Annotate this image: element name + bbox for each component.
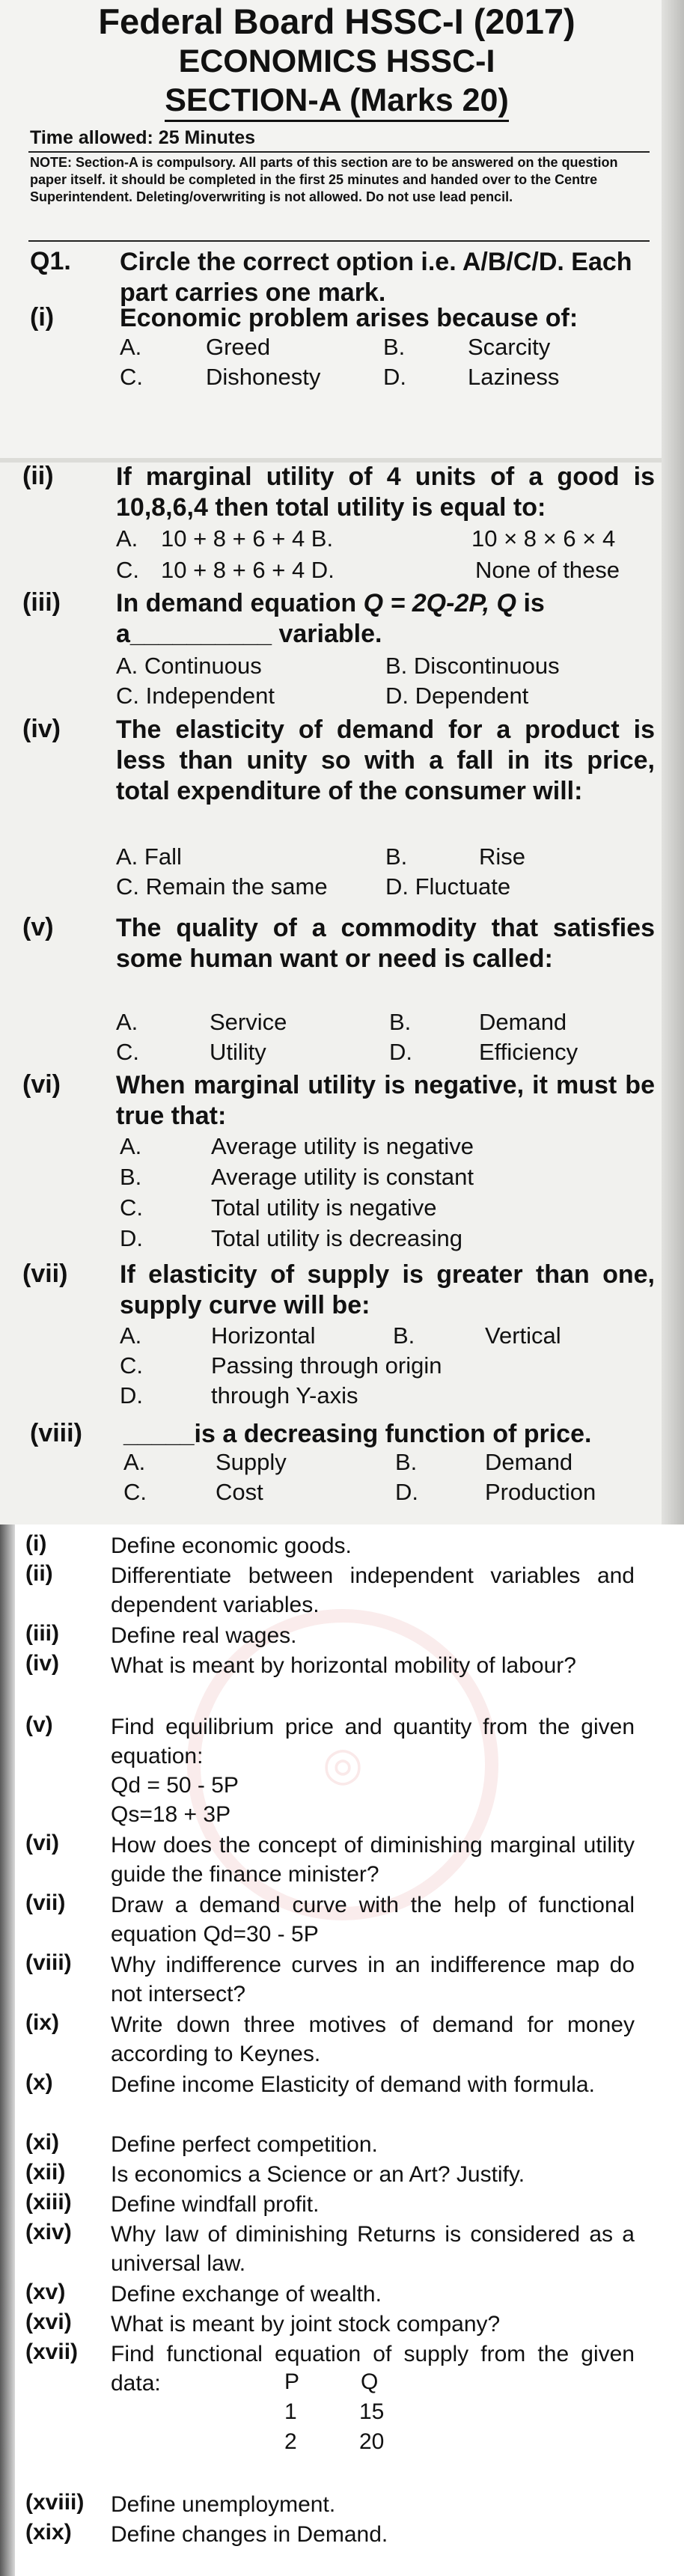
option-text: Total utility is decreasing xyxy=(211,1225,462,1251)
option-label: A. xyxy=(116,525,138,552)
option-text: A. Fall xyxy=(116,843,182,870)
option-text: through Y-axis xyxy=(211,1382,358,1408)
option-text: C. Remain the same xyxy=(116,873,328,900)
question-text: The elasticity of demand for a product is less than unity so with a fall in its price, total expenditure of the consumer will: xyxy=(116,715,655,805)
question-number: (ii) xyxy=(25,1561,53,1586)
question-text xyxy=(116,588,655,619)
option-text: Average utility is negative xyxy=(211,1133,474,1159)
option-text: 10 + 8 + 6 + 4 D. xyxy=(161,557,335,583)
time-allowed: Time allowed: 25 Minutes xyxy=(30,127,256,148)
option-text: Laziness xyxy=(468,364,560,390)
question-text: Find functional equation of supply from the given data: xyxy=(111,2342,635,2396)
option-text: C. Independent xyxy=(116,683,275,709)
option-text: Horizontal xyxy=(211,1322,316,1349)
question-text-part: a__________ variable. xyxy=(116,620,382,648)
question-number: (xii) xyxy=(25,2160,66,2185)
table-header: P xyxy=(284,2369,300,2394)
divider xyxy=(28,240,650,242)
table-cell: 2 xyxy=(284,2429,297,2454)
question-text: Define real wages. xyxy=(111,1623,297,1648)
option-label: C. xyxy=(123,1479,147,1505)
option-label: D. xyxy=(383,364,406,390)
question-text: Define exchange of wealth. xyxy=(111,2282,382,2307)
option-label: A. xyxy=(120,1322,142,1349)
question-number: (v) xyxy=(22,913,54,941)
question-number: (vi) xyxy=(22,1070,61,1099)
option-text: Passing through origin xyxy=(211,1352,442,1379)
question-number: (xiv) xyxy=(25,2220,72,2244)
question-number: (iv) xyxy=(25,1651,59,1676)
question-number: (i) xyxy=(30,303,55,332)
question-text: Why law of diminishing Returns is considered as a universal law. xyxy=(111,2222,635,2276)
option-text: Vertical xyxy=(485,1322,561,1349)
paper-title: Federal Board HSSC-I (2017) xyxy=(98,1,575,41)
option-label: A. xyxy=(120,1133,142,1159)
question-text: Define income Elasticity of demand with formula. xyxy=(111,2072,595,2097)
page-edge-shadow xyxy=(662,0,684,1524)
question-number: (ix) xyxy=(25,2010,59,2035)
question-number: (xviii) xyxy=(25,2490,85,2515)
option-label: A. xyxy=(116,1009,138,1035)
question-text: _____is a decreasing function of price. xyxy=(123,1420,592,1448)
question-text-part: In demand equation xyxy=(116,589,357,617)
divider xyxy=(28,151,650,153)
question-text: Differentiate between independent variables and dependent variables. xyxy=(111,1563,635,1617)
question-number: (iii) xyxy=(22,588,61,617)
option-label: A. xyxy=(120,334,142,360)
option-label: C. xyxy=(120,1194,143,1221)
option-label: B. xyxy=(385,843,408,870)
question-number: (iv) xyxy=(22,715,61,743)
option-text: None of these xyxy=(475,557,620,583)
watermark-seal: ◎ xyxy=(187,1609,498,1920)
paper-header xyxy=(0,0,674,122)
question-number: (viii) xyxy=(30,1419,82,1447)
option-text: 10 × 8 × 6 × 4 xyxy=(471,525,616,552)
option-label: C. xyxy=(116,1039,139,1065)
question-text: Is economics a Science or an Art? Justify. xyxy=(111,2162,525,2187)
question-number: (xix) xyxy=(25,2520,72,2545)
question-number: (xi) xyxy=(25,2130,59,2155)
question-number: (v) xyxy=(25,1712,53,1737)
question-text: Define windfall profit. xyxy=(111,2192,320,2217)
table-cell: 15 xyxy=(359,2399,385,2424)
question-number: (iii) xyxy=(25,1621,59,1646)
question-number: (xiii) xyxy=(25,2190,72,2215)
page-edge-shadow xyxy=(0,1524,15,2576)
demand-equation: Q = 2Q-2P, Q xyxy=(363,589,516,617)
instructions-note: NOTE: Section-A is compulsory. All parts of this section are to be answered on the question paper itself. it should be completed in the first 25 minutes and handed over to the Centre Superintendent. Deleting/overwriting is not allowed. Do not use lead pencil. xyxy=(30,155,618,204)
question-number: (i) xyxy=(25,1531,47,1556)
question-text: Define economic goods. xyxy=(111,1533,352,1558)
option-label: C. xyxy=(116,557,139,583)
question-number: (xvii) xyxy=(25,2340,79,2364)
question-text: Define perfect competition. xyxy=(111,2132,378,2157)
option-text: D. Dependent xyxy=(385,683,529,709)
question-number: (xvi) xyxy=(25,2310,72,2334)
option-label: C. xyxy=(120,364,143,390)
option-text: Cost xyxy=(216,1479,263,1505)
option-text: Dishonesty xyxy=(206,364,321,390)
question-text: Draw a demand curve with the help of functional equation Qd=30 - 5P xyxy=(111,1893,635,1947)
equation: Qd = 50 - 5P xyxy=(111,1773,239,1798)
paper-section: SECTION-A (Marks 20) xyxy=(165,81,509,122)
option-label: D. xyxy=(395,1479,418,1505)
option-text: Demand xyxy=(479,1009,567,1035)
option-text: Supply xyxy=(216,1449,287,1475)
option-text: Service xyxy=(210,1009,287,1035)
option-text: Scarcity xyxy=(468,334,551,360)
table-header: Q xyxy=(361,2369,379,2394)
question-text: Define unemployment. xyxy=(111,2492,336,2517)
paper-subject: ECONOMICS HSSC-I xyxy=(178,43,495,79)
question-text: Circle the correct option i.e. A/B/C/D. Each part carries one mark. xyxy=(120,248,632,307)
question-text: If marginal utility of 4 units of a good is 10,8,6,4 then total utility is equal to: xyxy=(116,463,655,522)
question-number: (vii) xyxy=(22,1260,68,1288)
option-label: B. xyxy=(395,1449,418,1475)
question-number: (viii) xyxy=(25,1950,72,1975)
question-text: What is meant by horizontal mobility of labour? xyxy=(111,1653,576,1678)
option-text: B. Discontinuous xyxy=(385,653,560,679)
option-label: B. xyxy=(393,1322,415,1349)
question-number: (x) xyxy=(25,2070,53,2095)
option-label: C. xyxy=(120,1352,143,1379)
option-text: Greed xyxy=(206,334,271,360)
option-text: 10 + 8 + 6 + 4 B. xyxy=(161,525,334,552)
option-label: B. xyxy=(383,334,406,360)
question-text: If elasticity of supply is greater than one, supply curve will be: xyxy=(120,1260,655,1319)
option-text: Rise xyxy=(479,843,526,870)
question-text: Write down three motives of demand for money according to Keynes. xyxy=(111,2012,635,2066)
question-number: (xv) xyxy=(25,2280,66,2304)
question-text: How does the concept of diminishing marginal utility guide the finance minister? xyxy=(111,1833,635,1887)
question-text: What is meant by joint stock company? xyxy=(111,2312,501,2337)
option-text: Total utility is negative xyxy=(211,1194,437,1221)
question-text: The quality of a commodity that satisfies some human want or need is called: xyxy=(116,914,655,973)
equation: Qs=18 + 3P xyxy=(111,1802,231,1827)
option-text: D. Fluctuate xyxy=(385,873,511,900)
option-text: A. Continuous xyxy=(116,653,262,679)
option-label: D. xyxy=(389,1039,412,1065)
option-text: Utility xyxy=(210,1039,266,1065)
question-text: Find equilibrium price and quantity from the given equation: xyxy=(111,1715,635,1768)
question-text: When marginal utility is negative, it must be true that: xyxy=(116,1071,655,1130)
question-number: Q1. xyxy=(30,247,71,275)
option-text: Production xyxy=(485,1479,596,1505)
question-text: Why indifference curves in an indifference map do not intersect? xyxy=(111,1953,635,2006)
option-text: Demand xyxy=(485,1449,573,1475)
option-label: A. xyxy=(123,1449,146,1475)
option-label: D. xyxy=(120,1382,143,1408)
option-label: B. xyxy=(389,1009,412,1035)
table-cell: 1 xyxy=(284,2399,297,2424)
question-number: (vii) xyxy=(25,1890,66,1915)
table-cell: 20 xyxy=(359,2429,385,2454)
option-label: D. xyxy=(120,1225,143,1251)
question-text: Define changes in Demand. xyxy=(111,2522,388,2547)
option-text: Average utility is constant xyxy=(211,1164,474,1190)
question-number: (ii) xyxy=(22,462,54,490)
option-text: Efficiency xyxy=(479,1039,578,1065)
question-number: (vi) xyxy=(25,1831,59,1855)
question-text-part: is xyxy=(523,589,545,617)
question-text: Economic problem arises because of: xyxy=(120,304,578,332)
option-label: B. xyxy=(120,1164,142,1190)
